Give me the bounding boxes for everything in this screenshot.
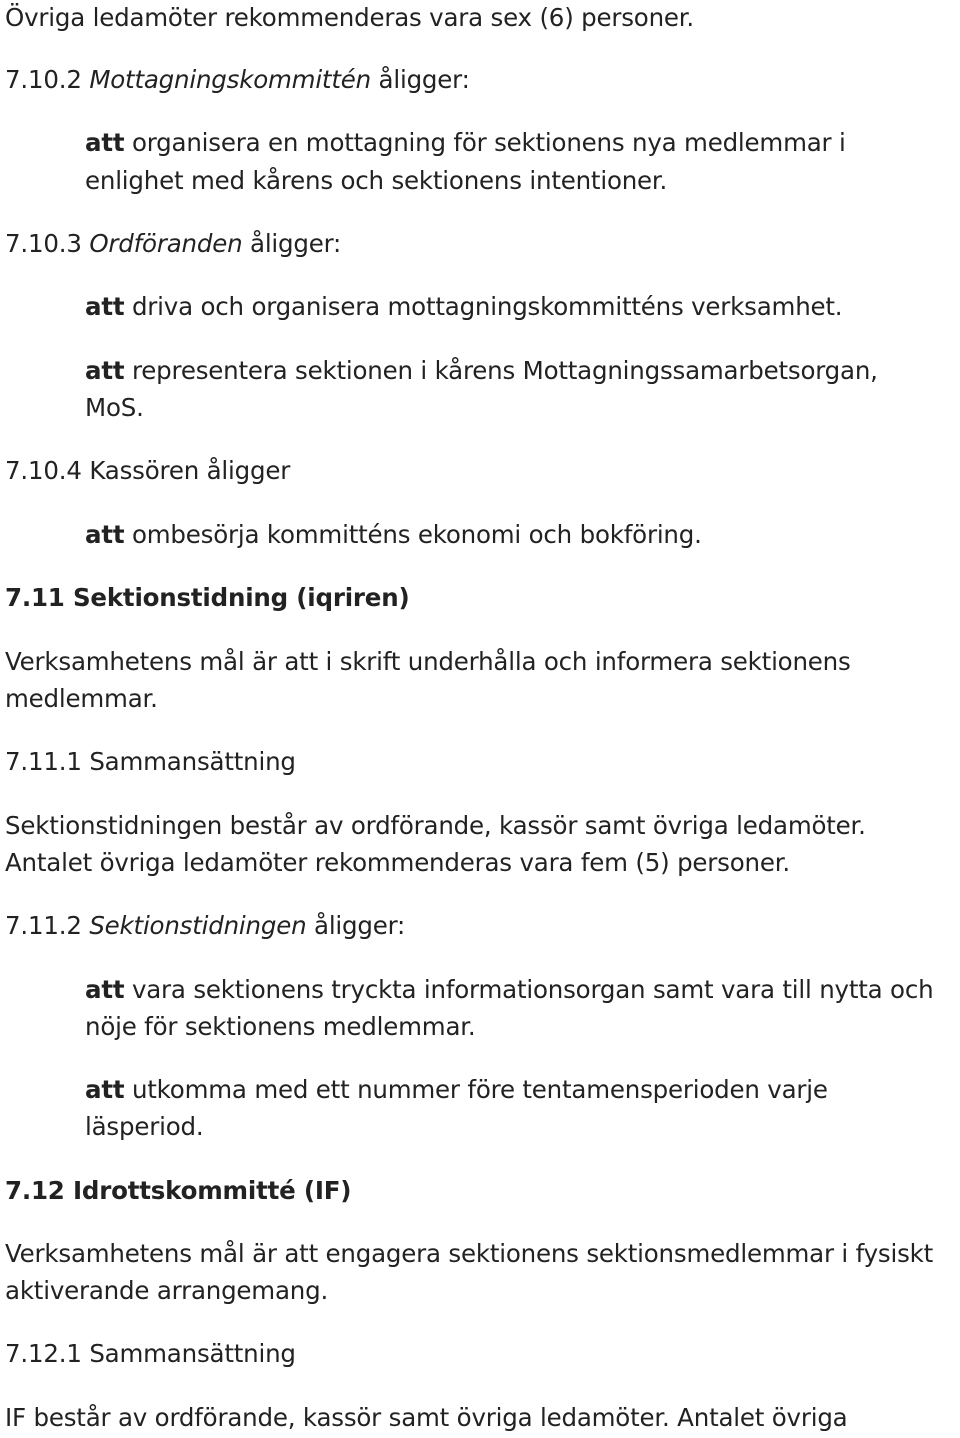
section-heading-rest: åligger: [370,65,470,94]
paragraph-line: Sektionstidningen består av ordförande, kassör samt övriga ledamöter. [5,811,866,840]
section-7-11-2-heading [5,911,405,941]
clause-continuation: MoS. [85,393,144,422]
att-keyword: att [85,520,125,549]
clause-text: driva och organisera mottagningskommitténs verksamhet. [124,292,843,321]
att-keyword: att [85,128,125,157]
section-number: 7.10.2 [5,65,90,94]
att-keyword: att [85,292,125,321]
section-name: Mottagningskommittén [89,65,371,94]
clause-line [85,292,842,322]
clause-line [85,520,702,550]
section-7-12-heading: 7.12 Idrottskommitté (IF) [5,1176,352,1205]
paragraph-line: medlemmar. [5,684,158,713]
att-keyword: att [85,975,125,1004]
paragraph-line: Antalet övriga ledamöter rekommenderas vara fem (5) personer. [5,848,790,877]
section-7-11-heading: 7.11 Sektionstidning (iqriren) [5,583,410,612]
paragraph-line: Verksamhetens mål är att i skrift underhålla och informera sektionens [5,647,851,676]
section-heading-rest: åligger: [306,911,406,940]
intro-paragraph: Övriga ledamöter rekommenderas vara sex (6) personer. [5,3,695,32]
section-number: 7.11.2 [5,911,90,940]
clause-text: utkomma med ett nummer före tentamensperioden varje [124,1075,828,1104]
section-7-11-1-heading: 7.11.1 Sammansättning [5,747,296,776]
section-name: Sektionstidningen [89,911,307,940]
section-7-10-3-heading [5,229,341,259]
clause-line [85,1075,828,1105]
paragraph-line: aktiverande arrangemang. [5,1276,329,1305]
paragraph-line: Verksamhetens mål är att engagera sektionens sektionsmedlemmar i fysiskt [5,1239,934,1268]
section-name: Ordföranden [89,229,243,258]
clause-continuation: nöje för sektionens medlemmar. [85,1012,476,1041]
clause-text: representera sektionen i kårens Mottagningssamarbetsorgan, [124,356,878,385]
att-keyword: att [85,356,125,385]
section-number: 7.10.3 [5,229,90,258]
clause-continuation: enlighet med kårens och sektionens intentioner. [85,166,668,195]
clause-line [85,128,846,158]
section-7-10-2-heading [5,65,470,95]
clause-continuation: läsperiod. [85,1112,204,1141]
clause-text: vara sektionens tryckta informationsorgan samt vara till nytta och [124,975,934,1004]
clause-text: ombesörja kommitténs ekonomi och bokföring. [124,520,702,549]
att-keyword: att [85,1075,125,1104]
section-7-12-1-heading: 7.12.1 Sammansättning [5,1339,296,1368]
clause-text: organisera en mottagning för sektionens nya medlemmar i [124,128,846,157]
paragraph-line: IF består av ordförande, kassör samt övriga ledamöter. Antalet övriga [5,1403,848,1432]
clause-line [85,975,933,1005]
section-7-10-4-heading: 7.10.4 Kassören åligger [5,456,291,485]
clause-line [85,356,878,386]
section-heading-rest: åligger: [242,229,342,258]
